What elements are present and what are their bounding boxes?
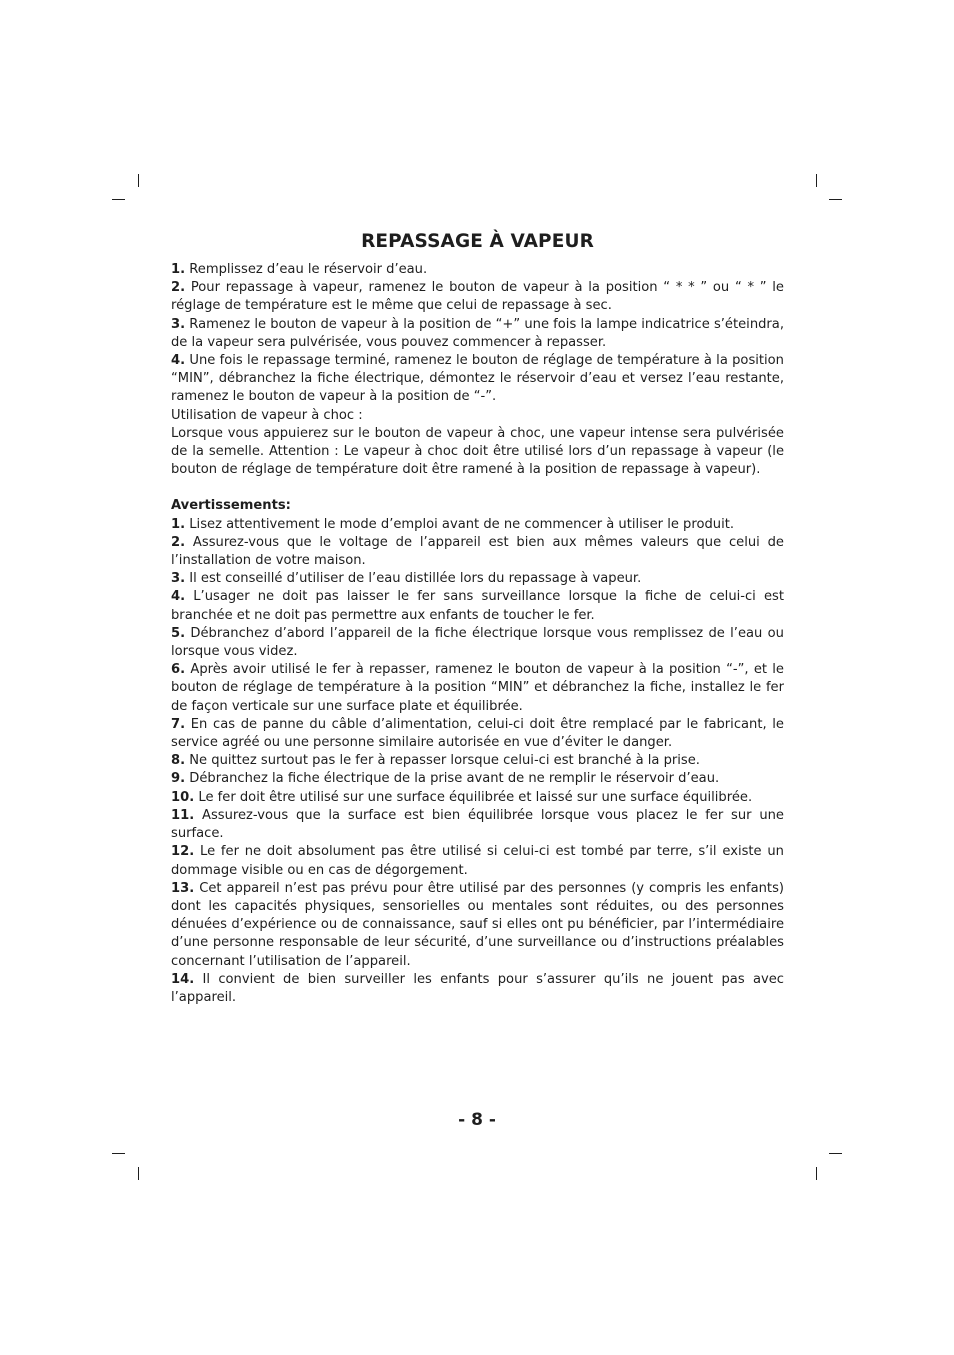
crop-mark (112, 1153, 125, 1154)
item-text: Assurez-vous que la surface est bien équilibrée lorsque vous placez le fer sur une surface. (171, 807, 784, 842)
list-item (171, 625, 784, 661)
list-item (171, 971, 784, 1007)
item-text: Pour repassage à vapeur, ramenez le bouton de vapeur à la position “ * * ” ou “ * ” le réglage de température est le même que celui de repassage à sec. (171, 280, 784, 314)
item-number: 2. (171, 280, 186, 296)
item-number: 9. (171, 771, 186, 787)
list-item (171, 279, 784, 315)
crop-mark (816, 1167, 817, 1180)
item-text: L’usager ne doit pas laisser le fer sans surveillance lorsque la fiche de celui-ci est branchée et ne doit pas permettre aux enfants de toucher le fer. (171, 589, 784, 623)
list-item (171, 752, 784, 770)
item-number: 1. (171, 516, 186, 532)
item-number: 4. (171, 353, 186, 369)
item-number: 14. (171, 971, 195, 987)
item-text: Débranchez la fiche électrique de la prise avant de ne remplir le réservoir d’eau. (189, 771, 720, 787)
page-number: - 8 - (458, 1110, 496, 1130)
list-item (171, 807, 784, 843)
crop-mark (138, 174, 139, 187)
item-number: 4. (171, 589, 186, 605)
list-item (171, 880, 784, 971)
crop-mark (829, 199, 842, 200)
crop-mark (816, 174, 817, 187)
list-item (171, 261, 784, 279)
item-number: 3. (171, 316, 186, 332)
item-text: Il convient de bien surveiller les enfants pour s’assurer qu’ils ne jouent pas avec l’appareil. (171, 971, 784, 1005)
item-text: Ne quittez surtout pas le fer à repasser lorsque celui-ci est branché à la prise. (189, 753, 700, 769)
item-text: Une fois le repassage terminé, ramenez le bouton de réglage de température à la position “MIN”, débranchez la fiche électrique, démontez le réservoir d’eau et versez l’eau restante, ramenez le bouton de vapeur à la position de “-”. (171, 353, 784, 405)
item-number: 1. (171, 262, 186, 277)
item-text: Remplissez d’eau le réservoir d’eau. (189, 262, 428, 277)
item-number: 11. (171, 807, 195, 823)
page-title: REPASSAGE À VAPEUR (361, 231, 594, 252)
crop-mark (138, 1167, 139, 1180)
list-item (171, 588, 784, 624)
item-text: Débranchez d’abord l’appareil de la fiche électrique lorsque vous remplissez de l’eau ou lorsque vous videz. (171, 625, 784, 660)
list-item (171, 789, 784, 807)
shock-heading: Utilisation de vapeur à choc : (171, 407, 363, 423)
shock-text: Lorsque vous appuierez sur le bouton de vapeur à choc, une vapeur intense sera pulvérisée de la semelle. Attention : Le vapeur à choc doit être utilisé lors d’un repassage à vapeur (le bouton de réglage de température doit être ramené à la position de repassage à vapeur). (171, 425, 784, 478)
item-text: Le fer ne doit absolument pas être utilisé si celui-ci est tombé par terre, s’il existe un dommage visible ou en cas de dégorgement. (171, 844, 784, 878)
list-item (171, 516, 784, 534)
item-text: Le fer doit être utilisé sur une surface équilibrée et laissé sur une surface équilibrée. (198, 789, 753, 805)
item-text: Cet appareil n’est pas prévu pour être utilisé par des personnes (y compris les enfants) dont les capacités physiques, sensorielles ou mentales sont réduites, ou des personnes dénuées d’expérience ou de connaissance, sauf si elles ont pu bénéficier, par l’intermédiaire d’une personne responsable de leur sécurité, d’une surveillance ou d’instructions préalables concernant l’utilisation de l’appareil. (171, 880, 784, 969)
list-item (171, 534, 784, 570)
item-number: 8. (171, 753, 186, 769)
item-number: 5. (171, 625, 186, 641)
list-item (171, 843, 784, 879)
crop-mark (829, 1153, 842, 1154)
item-number: 6. (171, 662, 186, 678)
list-item (171, 352, 784, 407)
item-text: Lisez attentivement le mode d’emploi avant de ne commencer à utiliser le produit. (189, 516, 735, 532)
list-item (171, 661, 784, 716)
list-item (171, 570, 784, 588)
item-text: En cas de panne du câble d’alimentation, celui-ci doit être remplacé par le fabricant, le service agréé ou une personne similaire autorisée en vue d’éviter le danger. (171, 716, 784, 751)
warnings-list (171, 516, 784, 1007)
item-text: Assurez-vous que le voltage de l’appareil est bien aux mêmes valeurs que celui de l’installation de votre maison. (171, 534, 784, 569)
list-item (171, 716, 784, 752)
list-item (171, 770, 784, 788)
item-text: Il est conseillé d’utiliser de l’eau distillée lors du repassage à vapeur. (189, 571, 642, 587)
item-text: Après avoir utilisé le fer à repasser, ramenez le bouton de vapeur à la position “-”, et le bouton de réglage de température à la position “MIN” et débranchez la fiche, installez le fer de façon verticale sur une surface plate et équilibrée. (171, 662, 784, 714)
item-number: 2. (171, 534, 186, 550)
list-item (171, 316, 784, 352)
steps-list (171, 261, 784, 407)
item-number: 7. (171, 716, 186, 732)
document-body (171, 230, 784, 1007)
item-number: 13. (171, 880, 195, 896)
warnings-heading: Avertissements: (171, 498, 291, 514)
item-number: 10. (171, 789, 195, 805)
item-number: 12. (171, 844, 195, 860)
item-text: Ramenez le bouton de vapeur à la position de “+” une fois la lampe indicatrice s’éteindra, de la vapeur sera pulvérisée, vous pouvez commencer à repasser. (171, 316, 784, 350)
crop-mark (112, 199, 125, 200)
item-number: 3. (171, 571, 186, 587)
